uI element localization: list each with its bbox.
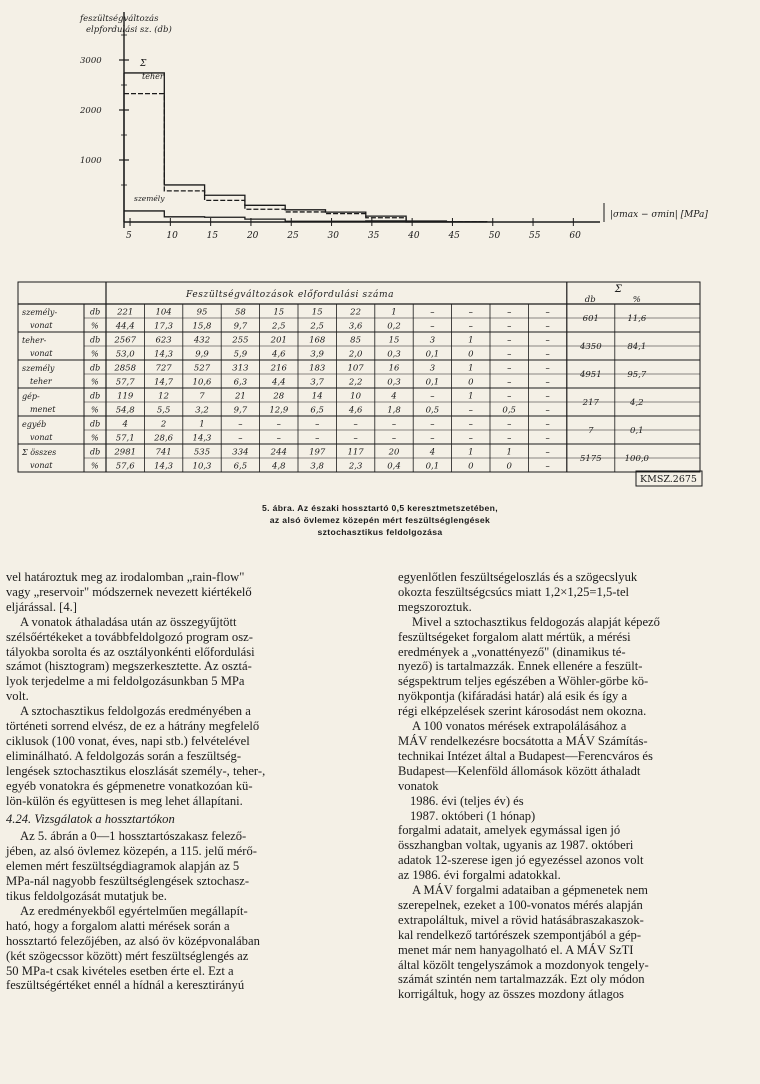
right-column <box>398 570 754 1002</box>
stamp: KMSZ.2675 <box>640 474 697 485</box>
table-cell-db: – <box>353 419 358 430</box>
table-cell-db: – <box>468 307 473 318</box>
paragraph-line: összhangban voltak, ugyanis az 1987. októberi <box>398 838 634 853</box>
table-cell-pct: 57,7 <box>115 377 135 388</box>
table-cell-db: 4 <box>122 419 128 430</box>
table-sum-pct: 11,6 <box>627 314 647 324</box>
frequency-table <box>18 282 700 472</box>
paragraph-line: okozta feszültségcsúcs miatt 1,2×1,25=1,5-tel <box>398 584 630 599</box>
table-cell-db: 216 <box>270 363 287 374</box>
table-sum-symbol: Σ <box>614 284 622 295</box>
table-cell-db: 201 <box>270 335 287 346</box>
table-cell-db: – <box>391 419 397 430</box>
table-cell-pct: – <box>468 405 473 416</box>
table-cell-db: 1 <box>468 335 474 346</box>
paragraph-line: eredmények a „vonattényező" (dinamikus té- <box>398 644 626 659</box>
table-cell-pct: – <box>507 321 512 332</box>
table-cell-pct: 0,4 <box>387 461 401 472</box>
table-cell-pct: – <box>545 461 550 472</box>
table-cell-db: 14 <box>311 391 323 402</box>
figure-caption-line2: az alsó övlemez közepén mért feszültséglengések <box>269 515 491 525</box>
paragraph-line: jében, az alsó övlemez közepén, a 115. jelű mérő- <box>6 844 257 859</box>
table-cell-pct: 9,7 <box>233 321 248 332</box>
table-cell-db: 741 <box>155 447 172 458</box>
table-cell-db: 21 <box>234 391 246 402</box>
table-cell-pct: 2,3 <box>348 461 363 472</box>
table-cell-pct: – <box>507 433 512 444</box>
table-cell-pct: – <box>545 405 550 416</box>
table-cell-db: 183 <box>309 363 326 374</box>
table-cell-pct: 6,3 <box>233 377 248 388</box>
table-cell-db: 119 <box>117 391 134 402</box>
x-tick-label: 45 <box>448 231 460 241</box>
table-cell-pct: – <box>238 433 243 444</box>
paragraph-line: megszoroztuk. <box>398 599 472 614</box>
paragraph-line: forgalmi adatait, amelyek egymással igen jó <box>398 823 621 838</box>
table-cell-db: – <box>545 363 550 374</box>
table-cell-db: 432 <box>193 335 211 346</box>
table-cell-pct: 9,7 <box>233 405 248 416</box>
table-cell-db: – <box>238 419 243 430</box>
x-axis-label: |σmax − σmin| [MPa] <box>610 210 708 220</box>
table-cell-pct: – <box>545 377 550 388</box>
table-unit: % <box>91 321 99 331</box>
table-cell-db: 2 <box>160 419 167 430</box>
table-cell-pct: 0,1 <box>425 349 440 360</box>
paragraph-line: Az 5. ábrán a 0—1 hossztartószakasz felező- <box>20 829 247 844</box>
table-cell-pct: 3,8 <box>310 461 324 472</box>
figure-caption-line1: 5. ábra. Az északi hossztartó 0,5 keresztmetszetében, <box>261 503 499 513</box>
table-cell-pct: 0,3 <box>387 349 401 360</box>
table-cell-pct: 3,6 <box>348 321 363 332</box>
y-axis-title-line1: feszültségváltozás <box>80 14 159 24</box>
table-cell-db: 95 <box>196 307 208 318</box>
table-cell-pct: 0 <box>468 461 474 472</box>
figure-caption-line3: sztochasztikus feldolgozása <box>317 527 443 537</box>
table-cell-db: 2981 <box>114 447 137 458</box>
paragraph-line: A sztochasztikus feldolgozás eredményében a <box>20 704 251 719</box>
table-cell-pct: 3,9 <box>310 349 324 360</box>
table-cell-db: 1 <box>506 447 512 458</box>
paragraph-line: számát szintén nem tartalmazzák. Ezt oly módon <box>398 972 645 987</box>
paragraph-line: feszültségeket forgalom alatt mértük, a mérési <box>398 629 631 644</box>
paragraph-line: Az eredményekből egyértelműen megállapít- <box>20 903 248 918</box>
paragraph-line: történeti sorrend elvész, de ez a hátrány megfelelő <box>6 719 260 734</box>
table-cell-pct: 44,4 <box>115 321 135 332</box>
table-cell-db: 221 <box>117 307 134 318</box>
table-cell-pct: 2,2 <box>348 377 363 388</box>
table-row-name: személy- <box>22 308 58 317</box>
table-cell-pct: 14,3 <box>154 349 174 360</box>
table-cell-pct: 6,5 <box>233 461 248 472</box>
table-cell-db: 104 <box>155 307 172 318</box>
table-cell-db: 3 <box>429 335 436 346</box>
table-cell-pct: 57,6 <box>115 461 135 472</box>
table-cell-db: 334 <box>232 447 249 458</box>
table-cell-db: – <box>507 307 512 318</box>
paragraph-line: MPa-nál nagyobb feszültséglengések sztochasz- <box>6 874 250 889</box>
table-cell-db: 168 <box>309 335 326 346</box>
list-item: 1986. évi (teljes év) és <box>410 793 524 808</box>
paragraph-line: (két szögecssor között) mért feszültséglengés az <box>6 948 249 963</box>
paragraph-line: szerepelnek, ezeket a 100-vonatos mérés alapján <box>398 897 643 912</box>
table-cell-pct: 4,8 <box>272 461 286 472</box>
paragraph-line: egyéb vonatokra és gépmenetre vonatkozóan kü- <box>6 778 253 793</box>
paragraph-line: A MÁV forgalmi adataiban a gépmenetek nem <box>412 883 648 898</box>
table-cell-db: 2858 <box>114 363 137 374</box>
table-cell-db: – <box>507 363 512 374</box>
table-cell-db: – <box>276 419 281 430</box>
paragraph-line: volt. <box>6 689 29 704</box>
table-unit: % <box>91 405 99 415</box>
table-cell-db: 117 <box>347 447 364 458</box>
table-cell-pct: 54,8 <box>115 405 135 416</box>
paragraph-line: szélsőértékeket a továbbfeldolgozó program osz- <box>6 629 253 644</box>
table-cell-db: 535 <box>193 447 211 458</box>
table-cell-pct: 4,6 <box>272 349 286 360</box>
paragraph-line: A 100 vonatos mérések extrapolálásához a <box>412 719 627 734</box>
table-cell-db: 28 <box>273 391 285 402</box>
table-cell-pct: 0,5 <box>502 405 516 416</box>
table-unit: db <box>90 419 101 429</box>
table-cell-pct: – <box>353 433 358 444</box>
table-row-name: Σ összes <box>22 448 57 457</box>
table-cell-pct: 0 <box>468 349 474 360</box>
x-tick-label: 35 <box>367 231 380 241</box>
table-cell-db: 22 <box>350 307 362 318</box>
paragraph-line: menet már nem hanyagolható el. A MÁV SzTI <box>398 942 634 957</box>
x-tick-label: 30 <box>327 231 339 241</box>
paragraph-line: nyező) is tartalmazzák. Ennek ellenére a feszült- <box>398 659 643 674</box>
table-cell-pct: 0 <box>506 461 512 472</box>
table-cell-db: 7 <box>199 391 205 402</box>
paragraph-line: ciklusok (100 vonat, éves, napi stb.) felvételével <box>6 733 250 748</box>
table-header-title: Feszültségváltozások előfordulási száma <box>186 290 395 300</box>
table-cell-db: – <box>430 307 435 318</box>
x-tick-label: 15 <box>206 231 219 241</box>
x-tick-label: 40 <box>408 231 420 241</box>
table-cell-db: – <box>545 391 550 402</box>
table-cell-db: 1 <box>391 307 397 318</box>
table-cell-pct: 0,5 <box>425 405 440 416</box>
paragraph-line: lyok terjedelme a mi feldolgozásunkban 5 MPa <box>6 674 245 689</box>
table-cell-db: 4 <box>391 391 397 402</box>
paragraph-line: MÁV rendelkezésre bocsátotta a MÁV Számítás- <box>398 733 648 748</box>
table-cell-db: 1 <box>199 419 205 430</box>
table-row-name: menet <box>30 405 56 414</box>
table-sum-db: 5175 <box>579 454 602 464</box>
table-cell-pct: 0,1 <box>425 377 440 388</box>
table-cell-db: – <box>545 447 550 458</box>
paragraph-line: ségspektrum teljes egészében a Wöhler-görbe kö- <box>398 674 649 689</box>
paragraph-line: kal rendelkező tartórészek szempontjából a gép- <box>398 927 642 942</box>
table-cell-pct: – <box>276 433 281 444</box>
table-row-name: személy <box>22 364 55 373</box>
table-cell-pct: 14,3 <box>192 433 212 444</box>
table-sum-pct: 100,0 <box>624 454 649 464</box>
table-cell-pct: 0,3 <box>387 377 401 388</box>
x-tick-label: 60 <box>569 231 581 241</box>
table-sum-db: 217 <box>582 398 599 408</box>
table-sum-db: 4350 <box>579 342 602 352</box>
paragraph-line: egyenlőtlen feszültségeloszlás és a szögecslyuk <box>398 570 638 584</box>
paragraph-line: feszültségértéket ennél a hídnál a keresztirányú <box>6 978 245 993</box>
table-sum-pct: 84,1 <box>627 342 647 352</box>
paragraph-line: Mivel a sztochasztikus feldogozás alapját képező <box>412 614 660 629</box>
table-cell-pct: 9,9 <box>195 349 209 360</box>
table-cell-db: 244 <box>270 447 287 458</box>
hist-label-sum: Σ <box>140 59 147 69</box>
table-cell-db: 107 <box>347 363 364 374</box>
table-cell-pct: 0,1 <box>425 461 440 472</box>
hist-series-passenger <box>124 211 487 222</box>
table-cell-db: 85 <box>350 335 362 346</box>
paragraph-line: eliminálható. A feldolgozás során a feszültség- <box>6 748 242 763</box>
paragraph-line: technikai Intézet által a Budapest—Ferencváros és <box>398 748 653 763</box>
table-cell-pct: – <box>430 433 435 444</box>
table-cell-db: 197 <box>309 447 326 458</box>
table-cell-pct: 4,6 <box>348 405 363 416</box>
paragraph-line: vonatok <box>398 778 439 793</box>
table-cell-pct: – <box>391 433 397 444</box>
section-heading: 4.24. Vizsgálatok a hossztartókon <box>6 811 175 826</box>
table-unit: db <box>90 307 101 317</box>
table-cell-db: 727 <box>155 363 172 374</box>
paragraph-line: tályokba sorolta és az osztályonkénti előfordulási <box>6 644 255 659</box>
paragraph-line: 50 MPa-t csak kivételes esetben érte el. Ezt a <box>6 963 234 978</box>
paragraph-line: korrigáltuk, hogy az összes mozdony átlagos <box>398 987 624 1002</box>
paragraph-line: A vonatok áthaladása után az összegyűjtött <box>20 614 237 629</box>
table-cell-pct: 3,7 <box>310 377 324 388</box>
hist-label-freight: teher <box>142 72 164 81</box>
y-axis-title-line2: elpfordulási sz. (db) <box>86 25 172 35</box>
table-cell-pct: 2,5 <box>310 321 324 332</box>
table-cell-db: 15 <box>311 307 323 318</box>
table-cell-db: 15 <box>273 307 285 318</box>
table-sum-col-pct: % <box>632 295 641 305</box>
table-cell-pct: 2,0 <box>348 349 363 360</box>
table-cell-pct: 53,0 <box>115 349 135 360</box>
table-unit: db <box>90 447 101 457</box>
table-cell-db: 1 <box>468 391 474 402</box>
table-cell-pct: 1,8 <box>387 405 401 416</box>
table-cell-db: 15 <box>388 335 400 346</box>
table-cell-db: 1 <box>468 447 474 458</box>
table-cell-db: 4 <box>429 447 436 458</box>
table-cell-db: 12 <box>158 391 170 402</box>
table-unit: % <box>91 433 99 443</box>
table-cell-db: 10 <box>350 391 362 402</box>
table-cell-pct: 6,5 <box>310 405 324 416</box>
table-cell-pct: – <box>315 433 320 444</box>
table-cell-pct: 15,8 <box>192 321 212 332</box>
table-cell-pct: – <box>430 321 435 332</box>
table-cell-pct: 10,3 <box>192 461 212 472</box>
table-unit: % <box>91 377 99 387</box>
table-sum-db: 7 <box>588 426 594 436</box>
paragraph-line: extrapoláltuk, mivel a rövid hatásábraszakaszok- <box>398 912 644 927</box>
table-row-name: gép- <box>22 392 40 401</box>
table-unit: % <box>91 461 99 471</box>
paragraph-line: adatok 12-szerese igen jó egyezéssel azonos volt <box>398 853 644 868</box>
table-unit: db <box>90 391 101 401</box>
table-cell-pct: – <box>545 349 550 360</box>
table-sum-pct: 4,2 <box>630 398 644 408</box>
table-row-name: vonat <box>30 433 53 442</box>
table-cell-pct: 14,3 <box>154 461 174 472</box>
x-tick-label: 20 <box>246 231 259 241</box>
table-cell-pct: 28,6 <box>154 433 174 444</box>
x-tick-label: 5 <box>126 231 132 241</box>
table-cell-pct: 10,6 <box>192 377 212 388</box>
paragraph-line: ható, hogy a forgalom alatti mérések során a <box>6 918 230 933</box>
hist-label-passenger: személy <box>134 194 165 203</box>
table-cell-pct: 4,4 <box>272 377 286 388</box>
table-row-name: vonat <box>30 321 53 330</box>
table-cell-db: 623 <box>155 335 172 346</box>
table-cell-db: – <box>430 419 435 430</box>
table-cell-db: 255 <box>232 335 249 346</box>
table-cell-db: – <box>507 419 512 430</box>
list-item: 1987. októberi (1 hónap) <box>410 808 536 823</box>
paragraph-line: vagy „reservoir" módszernek nevezett kiértékelő <box>6 584 252 599</box>
paragraph-line: vel határoztuk meg az irodalomban „rain-flow" <box>6 570 245 584</box>
table-sum-col-db: db <box>584 295 596 305</box>
table-cell-db: 58 <box>234 307 246 318</box>
table-cell-pct: 5,5 <box>156 405 171 416</box>
table-cell-db: 2567 <box>114 335 137 346</box>
table-cell-db: – <box>430 391 435 402</box>
table-cell-pct: – <box>507 349 512 360</box>
hist-series-freight <box>124 94 487 222</box>
table-cell-pct: 3,2 <box>195 405 209 416</box>
table-sum-db: 4951 <box>579 370 602 380</box>
paragraph-line: tikus feldolgozását mutatjuk be. <box>6 889 167 904</box>
table-cell-db: – <box>315 419 320 430</box>
table-cell-db: 313 <box>232 363 249 374</box>
paragraph-line: nyökpontja (kifáradási határ) alá esik és így a <box>398 689 628 704</box>
table-row-name: vonat <box>30 349 53 358</box>
x-tick-label: 50 <box>488 231 501 241</box>
table-cell-db: 20 <box>388 447 400 458</box>
table-cell-pct: 57,1 <box>115 433 135 444</box>
paragraph-line: által közölt tengelyszámok a mozdonyok tengely- <box>398 957 649 972</box>
table-cell-pct: – <box>545 433 550 444</box>
x-tick-label: 55 <box>529 231 541 241</box>
table-cell-pct: – <box>468 321 473 332</box>
table-cell-pct: – <box>468 433 473 444</box>
table-cell-db: 16 <box>388 363 400 374</box>
paragraph-line: Budapest—Kelenföld állomások között áthaladt <box>398 763 641 778</box>
table-cell-db: 3 <box>429 363 436 374</box>
table-unit: % <box>91 349 99 359</box>
table-cell-pct: 17,3 <box>154 321 174 332</box>
y-tick-3000: 3000 <box>80 56 102 66</box>
table-cell-db: – <box>507 391 512 402</box>
paragraph-line: régi elképzelések szerint károsodást nem okozna. <box>398 704 647 719</box>
table-cell-db: – <box>545 335 550 346</box>
table-cell-pct: – <box>507 377 512 388</box>
table-cell-db: 527 <box>193 363 211 374</box>
table-sum-db: 601 <box>582 314 599 324</box>
paragraph-line: hossztartó felezőjében, az alsó öv középvonalában <box>6 933 260 948</box>
table-cell-db: 1 <box>468 363 474 374</box>
table-sum-pct: 0,1 <box>630 426 644 436</box>
table-cell-pct: 0 <box>468 377 474 388</box>
y-tick-1000: 1000 <box>80 156 102 166</box>
table-cell-pct: 5,9 <box>233 349 248 360</box>
table-cell-db: – <box>507 335 512 346</box>
table-cell-db: – <box>545 307 550 318</box>
paragraph-line: lön-külön és együttesen is meg lehet állapítani. <box>6 793 243 808</box>
table-cell-pct: 14,7 <box>154 377 174 388</box>
table-row-name: vonat <box>30 461 53 470</box>
table-cell-pct: 0,2 <box>387 321 401 332</box>
y-tick-2000: 2000 <box>80 106 102 116</box>
paragraph-line: számot (hisztogram) megszerkesztette. Az osztá- <box>6 659 252 674</box>
table-sum-pct: 95,7 <box>627 370 647 380</box>
table-row-name: teher <box>30 377 52 386</box>
left-column <box>6 570 362 993</box>
paragraph-line: az 1986. évi forgalmi adatokkal. <box>398 868 561 883</box>
x-tick-label: 10 <box>166 231 178 241</box>
table-row-name: teher- <box>22 336 47 345</box>
hist-series-sum <box>124 73 487 222</box>
table-unit: db <box>90 363 101 373</box>
table-unit: db <box>90 335 101 345</box>
table-cell-db: – <box>545 419 550 430</box>
paragraph-line: elemen mért feszültségdiagramok alapján az 5 <box>6 859 240 874</box>
table-row-name: egyéb <box>22 420 47 429</box>
paragraph-line: eljárással. [4.] <box>6 599 77 614</box>
table-cell-pct: 12,9 <box>269 405 289 416</box>
table-cell-pct: 2,5 <box>272 321 286 332</box>
histogram <box>124 73 487 222</box>
x-tick-label: 25 <box>287 231 299 241</box>
paragraph-line: lengések sztochasztikus eloszlását személy-, teher-, <box>6 763 266 778</box>
table-cell-db: – <box>468 419 473 430</box>
table-cell-pct: – <box>545 321 550 332</box>
